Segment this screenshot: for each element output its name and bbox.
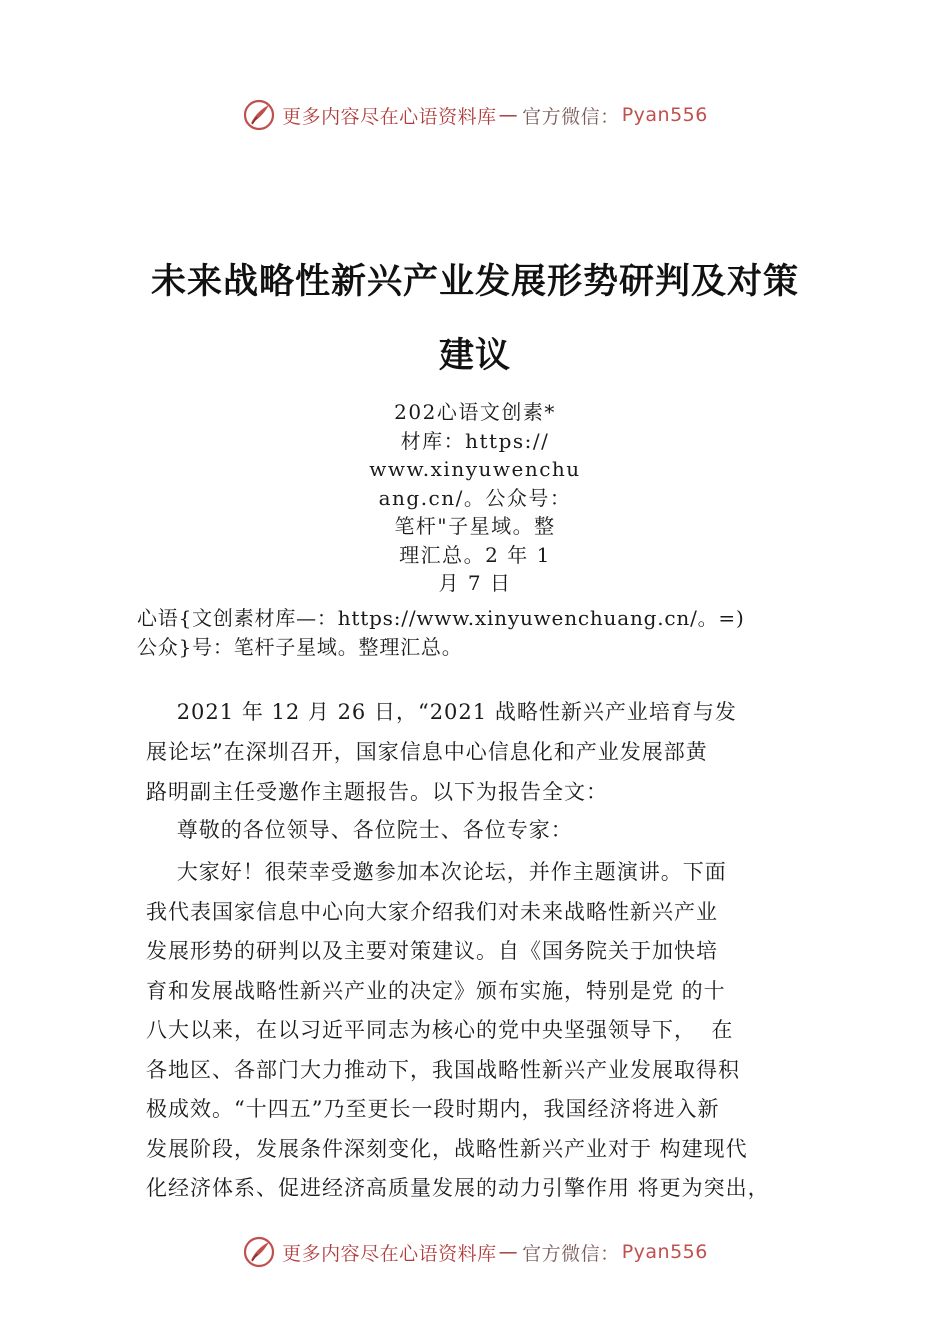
footer-banner (0, 1232, 950, 1272)
paragraph-line: 展论坛”在深圳召开，国家信息中心信息化和产业发展部黄 (146, 740, 708, 764)
banner-separator: — (498, 104, 519, 126)
quill-logo-icon (242, 1235, 276, 1269)
source-line: 公众}号：笔杆子星域。整理汇总。 (137, 635, 463, 659)
paragraph-line: 发展阶段，发展条件深刻变化，战略性新兴产业对于 构建现代 (146, 1136, 748, 1161)
paragraph-line: 八大以来，在以习近平同志为核心的党中央坚强领导下， 在 (146, 1018, 734, 1042)
meta-line: 材库：https:// (400, 428, 550, 453)
quill-logo-icon (242, 98, 276, 132)
banner-text: 更多内容尽在心语资料库 (282, 105, 497, 128)
banner-wechat-id: Pyan556 (621, 104, 708, 126)
banner-separator: — (498, 1241, 519, 1263)
paragraph-line: 我代表国家信息中心向大家介绍我们对未来战略性新兴产业 (146, 899, 718, 924)
paragraph-line: 路明副主任受邀作主题报告。以下为报告全文： (146, 780, 608, 804)
paragraph-line: 发展形势的研判以及主要对策建议。自《国务院关于加快培 (146, 939, 718, 963)
paragraph-line: 大家好！很荣幸受邀参加本次论坛，并作主题演讲。下面 (146, 860, 727, 884)
source-line: 心语{文创素材库—：https://www.xinyuwenchuang.cn/。=) (137, 606, 745, 630)
banner-wechat-id: Pyan556 (621, 1241, 708, 1263)
meta-line: ang.cn/。公众号： (378, 485, 572, 510)
meta-line: 理汇总。2 年 1 (399, 542, 551, 567)
meta-line: 笔杆"子星域。整 (394, 514, 556, 538)
paragraph-intro (146, 692, 836, 812)
meta-block (0, 398, 950, 598)
meta-line: 月 7 日 (438, 571, 512, 595)
paragraph-line: 2021 年 12 月 26 日，“2021 战略性新兴产业培育与发 (146, 700, 737, 724)
header-banner (0, 95, 950, 135)
source-note (137, 604, 837, 662)
meta-line: www.xinyuwenchu (369, 457, 581, 481)
paragraph-salutation (146, 810, 836, 850)
banner-text: 更多内容尽在心语资料库 (282, 1242, 497, 1265)
paragraph-line: 尊敬的各位领导、各位院士、各位专家： (146, 818, 573, 842)
paragraph-line: 育和发展战略性新兴产业的决定》颁布实施，特别是党 的十 (146, 978, 726, 1003)
paragraph-line: 极成效。“十四五”乃至更长一段时期内，我国经济将进入新 (146, 1097, 720, 1121)
banner-wechat-label: 官方微信： (522, 1242, 620, 1265)
paragraph-line: 化经济体系、促进经济高质量发展的动力引擎作用 将更为突出， (146, 1176, 770, 1200)
paragraph-line: 各地区、各部门大力推动下，我国战略性新兴产业发展取得积 (146, 1057, 740, 1082)
document-title-line-1: 未来战略性新兴产业发展形势研判及对策 (150, 262, 799, 302)
banner-wechat-label: 官方微信： (522, 105, 620, 128)
paragraph-speech (146, 853, 836, 1209)
meta-line: 202心语文创素* (394, 400, 556, 424)
document-title-line-2: 建议 (438, 336, 511, 376)
